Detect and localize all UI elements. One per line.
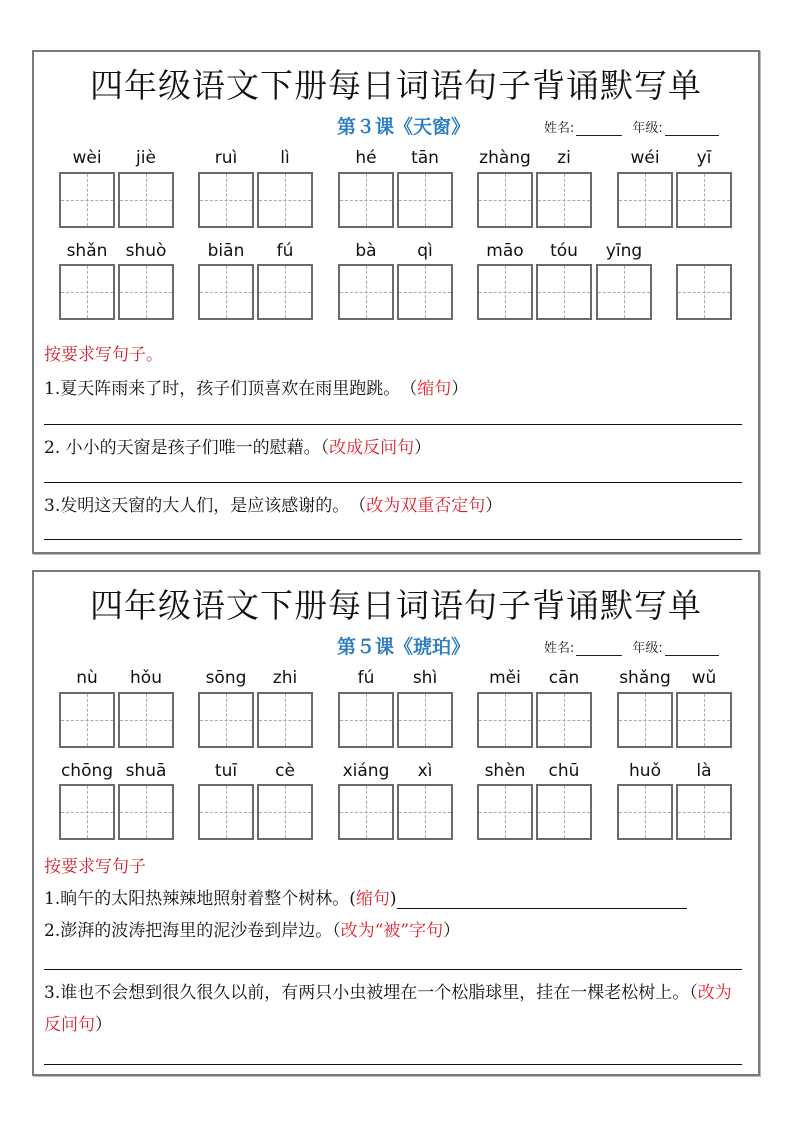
question-text: 1.夏天阵雨来了时，孩子们顶喜欢在雨里跑跳。 xyxy=(44,379,409,399)
pinyin-label: tān xyxy=(411,148,439,168)
answer-line[interactable] xyxy=(44,482,742,483)
question-1 xyxy=(44,884,687,909)
writing-cell[interactable] xyxy=(118,692,174,748)
writing-cell[interactable] xyxy=(676,172,732,228)
pinyin-label: yī xyxy=(696,148,712,168)
question-text: 2. 小小的天窗是孩子们唯一的慰藉。 xyxy=(44,438,321,458)
pinyin-label: wèi xyxy=(72,148,102,168)
question-1 xyxy=(44,374,468,399)
lesson-heading: 第５课《琥珀》 xyxy=(337,636,471,658)
name-blank[interactable] xyxy=(576,641,622,656)
pinyin-label: là xyxy=(696,761,712,781)
pinyin-label: fú xyxy=(357,668,375,688)
pinyin-label: zhi xyxy=(272,668,298,688)
writing-cell[interactable] xyxy=(198,172,254,228)
writing-cell[interactable] xyxy=(397,692,453,748)
paren-open: ( xyxy=(349,889,356,909)
pinyin-label: zhàng xyxy=(479,148,531,168)
writing-cell[interactable] xyxy=(257,784,313,840)
answer-line[interactable] xyxy=(44,539,742,540)
pinyin-label: tuī xyxy=(214,761,238,781)
writing-cell[interactable] xyxy=(477,692,533,748)
writing-cell[interactable] xyxy=(59,692,115,748)
pinyin-label: jiè xyxy=(136,148,156,168)
pinyin-label: cè xyxy=(275,761,295,781)
pinyin-label: chū xyxy=(548,761,580,781)
paren-open: （ xyxy=(408,379,418,399)
writing-cell[interactable] xyxy=(118,784,174,840)
paren-close: ) xyxy=(389,889,397,909)
question-requirement: 改为“被”字句 xyxy=(340,921,444,941)
writing-cell[interactable] xyxy=(536,692,592,748)
pinyin-label: nù xyxy=(76,668,98,688)
writing-cell[interactable] xyxy=(257,264,313,320)
writing-cell[interactable] xyxy=(338,172,394,228)
lesson-heading: 第３课《天窗》 xyxy=(337,116,471,138)
answer-line-inline[interactable] xyxy=(397,892,687,909)
paren-close: ） xyxy=(414,438,432,458)
question-requirement: 改为反问句 xyxy=(44,983,732,1035)
writing-cell[interactable] xyxy=(596,264,652,320)
pinyin-label: zi xyxy=(557,148,571,168)
pinyin-label: biān xyxy=(207,241,245,261)
paren-close: ） xyxy=(95,1015,112,1035)
worksheet-title: 四年级语文下册每日词语句子背诵默写单 xyxy=(90,66,702,105)
writing-cell[interactable] xyxy=(257,172,313,228)
writing-cell[interactable] xyxy=(536,264,592,320)
pinyin-label: sōng xyxy=(205,668,247,688)
pinyin-label: huǒ xyxy=(629,761,661,781)
writing-cell[interactable] xyxy=(198,692,254,748)
writing-cell[interactable] xyxy=(617,784,673,840)
paren-close: ） xyxy=(443,921,461,941)
question-requirement: 改成反问句 xyxy=(329,438,415,458)
question-requirement: 缩句 xyxy=(355,889,390,909)
writing-cell[interactable] xyxy=(676,692,732,748)
name-grade-fields xyxy=(544,117,719,136)
writing-cell[interactable] xyxy=(198,264,254,320)
writing-cell[interactable] xyxy=(397,784,453,840)
paren-close: ） xyxy=(451,379,469,399)
pinyin-label: lì xyxy=(280,148,290,168)
writing-cell[interactable] xyxy=(59,784,115,840)
pinyin-label: hǒu xyxy=(130,668,162,688)
question-2 xyxy=(44,433,431,458)
pinyin-label: xiáng xyxy=(342,761,390,781)
answer-line[interactable] xyxy=(44,424,742,425)
pinyin-label: měi xyxy=(489,668,521,688)
writing-cell[interactable] xyxy=(118,172,174,228)
writing-cell[interactable] xyxy=(397,264,453,320)
writing-cell[interactable] xyxy=(338,692,394,748)
pinyin-label: yīng xyxy=(605,241,643,261)
pinyin-label: shǎn xyxy=(66,241,108,261)
writing-cell[interactable] xyxy=(536,172,592,228)
writing-cell[interactable] xyxy=(617,692,673,748)
pinyin-label: xì xyxy=(417,761,433,781)
writing-cell[interactable] xyxy=(676,264,732,320)
question-requirement: 缩句 xyxy=(417,379,452,399)
question-2 xyxy=(44,916,460,941)
question-text: 3.发明这天窗的大人们，是应该感谢的。 xyxy=(44,496,358,516)
section-heading: 按要求写句子 xyxy=(44,857,146,877)
pinyin-label: wéi xyxy=(630,148,660,168)
pinyin-label: shuò xyxy=(125,241,167,261)
pinyin-label: māo xyxy=(486,241,524,261)
question-requirement: 改为双重否定句 xyxy=(366,496,486,516)
worksheet-title: 四年级语文下册每日词语句子背诵默写单 xyxy=(90,586,702,625)
name-label: 姓名: xyxy=(544,121,575,136)
writing-cell[interactable] xyxy=(617,172,673,228)
writing-cell[interactable] xyxy=(536,784,592,840)
question-text: 1.晌午的太阳热辣辣地照射着整个树林。 xyxy=(44,889,350,909)
pinyin-label: tóu xyxy=(550,241,578,261)
answer-line[interactable] xyxy=(44,1064,742,1065)
paren-open: （ xyxy=(689,983,698,1003)
writing-cell[interactable] xyxy=(397,172,453,228)
pinyin-label: chōng xyxy=(60,761,114,781)
pinyin-label: shǎng xyxy=(619,668,671,688)
writing-cell[interactable] xyxy=(477,172,533,228)
paren-open: （ xyxy=(332,921,341,941)
grade-blank[interactable] xyxy=(665,641,719,656)
writing-cell[interactable] xyxy=(118,264,174,320)
grade-label: 年级: xyxy=(632,121,663,136)
paren-close: ） xyxy=(485,496,503,516)
section-heading: 按要求写句子。 xyxy=(44,345,163,365)
writing-cell[interactable] xyxy=(198,784,254,840)
writing-cell[interactable] xyxy=(477,784,533,840)
writing-cell[interactable] xyxy=(676,784,732,840)
writing-cell[interactable] xyxy=(59,172,115,228)
writing-cell[interactable] xyxy=(257,692,313,748)
question-3 xyxy=(44,491,502,516)
pinyin-label: hé xyxy=(355,148,377,168)
worksheet-lesson-3 xyxy=(32,50,760,554)
question-text: 2.澎湃的波涛把海里的泥沙卷到岸边。 xyxy=(44,921,333,941)
name-label: 姓名: xyxy=(544,641,575,656)
pinyin-label: shuā xyxy=(125,761,167,781)
pinyin-label: qì xyxy=(417,241,433,261)
grade-blank[interactable] xyxy=(665,121,719,136)
name-blank[interactable] xyxy=(576,121,622,136)
pinyin-label: shì xyxy=(412,668,438,688)
pinyin-label: cān xyxy=(548,668,580,688)
question-3 xyxy=(44,977,744,1041)
writing-cell[interactable] xyxy=(59,264,115,320)
writing-cell[interactable] xyxy=(477,264,533,320)
worksheet-lesson-5 xyxy=(32,570,760,1076)
paren-open: （ xyxy=(320,438,330,458)
paren-open: （ xyxy=(357,496,367,516)
name-grade-fields xyxy=(544,637,719,656)
faint-watermark xyxy=(232,1066,562,1082)
grade-label: 年级: xyxy=(632,641,663,656)
pinyin-label: fú xyxy=(276,241,294,261)
pinyin-label: ruì xyxy=(214,148,238,168)
answer-line[interactable] xyxy=(44,969,742,970)
question-text: 3.谁也不会想到很久很久以前，有两只小虫被埋在一个松脂球里，挂在一棵老松树上。 xyxy=(44,983,690,1003)
pinyin-label: shèn xyxy=(484,761,526,781)
writing-cell[interactable] xyxy=(338,784,394,840)
pinyin-label: bà xyxy=(355,241,377,261)
writing-cell[interactable] xyxy=(338,264,394,320)
pinyin-label: wǔ xyxy=(691,668,717,688)
